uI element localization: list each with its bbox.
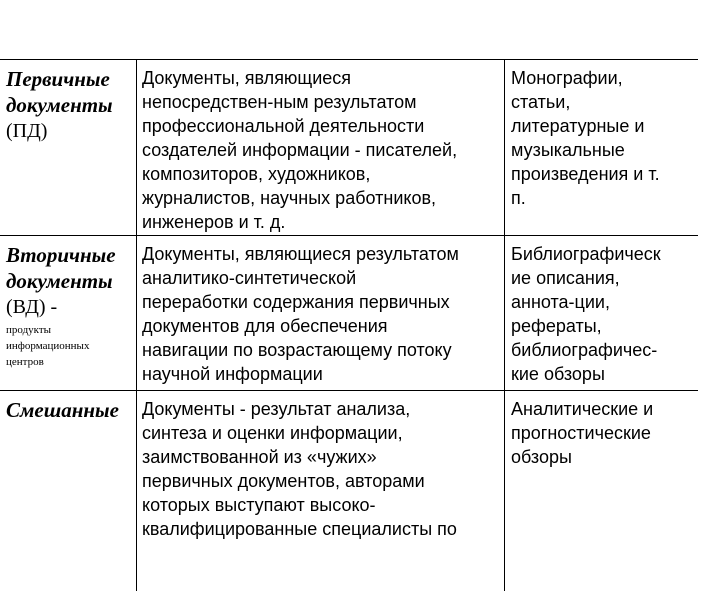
document-types-table — [0, 59, 698, 591]
type-cell — [0, 236, 136, 390]
table-row-mixed — [0, 391, 698, 591]
type-abbreviation: (ПД) — [6, 120, 48, 142]
type-cell — [0, 391, 136, 591]
type-cell — [0, 60, 136, 235]
type-title: Первичные документы — [6, 67, 113, 117]
examples-cell: Аналитические и прогностические обзоры — [504, 391, 698, 591]
type-note: продукты информационных центров — [6, 324, 90, 368]
description-cell: Документы - результат анализа, синтеза и оценки информации, заимствованной из «чужих» первичных документов, авторами которых выступают высоко- квалифицированные специалисты по — [136, 391, 504, 591]
examples-cell: Монографии, статьи, литературные и музыкальные произведения и т. п. — [504, 60, 698, 235]
examples-cell: Библиографическ ие описания, аннота-ции, рефераты, библиографичес- кие обзоры — [504, 236, 698, 390]
description-cell: Документы, являющиеся результатом аналитико-синтетической переработки содержания первичных документов для обеспечения навигации по возрастающему потоку научной информации — [136, 236, 504, 390]
type-title: Вторичные документы — [6, 243, 116, 293]
table-row-primary — [0, 60, 698, 236]
description-cell: Документы, являющиеся непосредствен-ным результатом профессиональной деятельности создателей информации - писателей, композиторов, художников, журналистов, научных работников, инженеров и т. д. — [136, 60, 504, 235]
type-title: Смешанные — [6, 398, 119, 422]
table-row-secondary — [0, 236, 698, 391]
type-abbreviation: (ВД) - — [6, 296, 58, 318]
